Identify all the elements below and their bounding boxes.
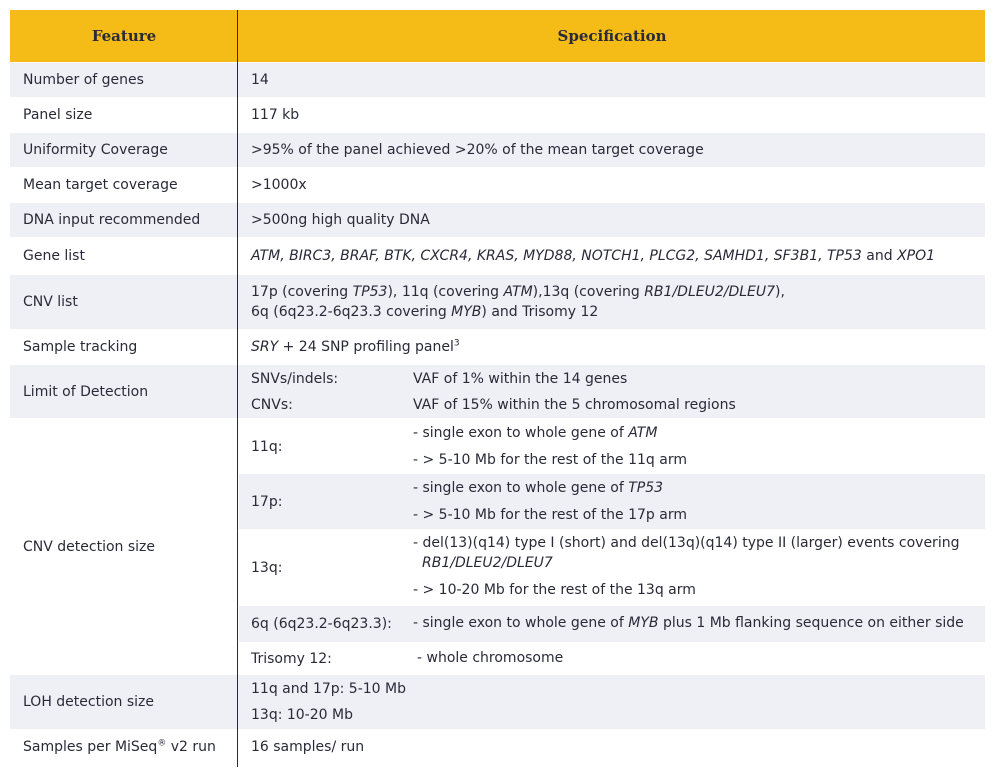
table-row-mean-target-coverage <box>10 168 985 203</box>
feature-label: Gene list <box>23 248 85 264</box>
spec-value: 117 kb <box>251 107 300 123</box>
feature-label: Mean target coverage <box>23 177 178 193</box>
cnv-detection-13q: 13q: - del(13)(q14) type I (short) and del(13q)(q14) type II (larger) events covering RB1/DLEU2/DLEU7 - > 10-20 Mb for the rest of the 13q arm <box>239 529 985 606</box>
feature-label: Uniformity Coverage <box>23 142 168 158</box>
feature-column-header: Feature <box>91 27 157 45</box>
spec-value: >95% of the panel achieved >20% of the mean target coverage <box>251 142 704 158</box>
spec-value: >1000x <box>251 177 307 193</box>
table-row-dna-input <box>10 203 985 238</box>
feature-label: Sample tracking <box>23 339 138 355</box>
feature-label: LOH detection size <box>23 694 155 710</box>
table-row-loh-detection-size <box>10 675 985 730</box>
spec-value: >500ng high quality DNA <box>251 212 430 228</box>
spec-value <box>251 238 977 274</box>
table-row-samples-per-run <box>10 730 985 765</box>
feature-label: Samples per MiSeq® v2 run <box>23 738 216 755</box>
specification-column-header: Specification <box>557 27 667 45</box>
table-row-cnv-detection-size <box>10 419 985 675</box>
spec-value: 14 <box>251 72 269 88</box>
lod-cnv-label: CNVs: <box>251 397 293 413</box>
cnv-detection-6q: 6q (6q23.2-6q23.3): - single exon to whole gene of MYB plus 1 Mb flanking sequence on either side <box>239 606 985 642</box>
cnv-detection-trisomy-12: Trisomy 12: - whole chromosome <box>239 642 985 675</box>
lod-snv-value: VAF of 1% within the 14 genes <box>413 371 628 387</box>
table-row-gene-list <box>10 238 985 275</box>
feature-label: Limit of Detection <box>23 383 149 400</box>
cnv-detection-11q: 11q: - single exon to whole gene of ATM - > 5-10 Mb for the rest of the 11q arm <box>239 419 985 474</box>
table-row-limit-of-detection <box>10 365 985 419</box>
table-row-sample-tracking <box>10 330 985 365</box>
cnv-list-line-1: 17p (covering TP53), 11q (covering ATM),13q (covering RB1/DLEU2/DLEU7), <box>251 284 785 300</box>
lod-snv-label: SNVs/indels: <box>251 371 339 387</box>
loh-line-2: 13q: 10-20 Mb <box>251 707 353 723</box>
table-row-uniformity-coverage <box>10 133 985 168</box>
feature-label: Number of genes <box>23 72 144 88</box>
specification-table <box>10 10 985 765</box>
table-row-panel-size <box>10 98 985 133</box>
loh-line-1: 11q and 17p: 5-10 Mb <box>251 681 406 697</box>
spec-value: 16 samples/ run <box>251 739 365 755</box>
gene-names: ATM, BIRC3, BRAF, BTK, CXCR4, KRAS, MYD88, NOTCH1, PLCG2, SAMHD1, SF3B1, TP53 <box>251 248 862 264</box>
table-header <box>10 10 985 63</box>
feature-label: CNV list <box>23 294 78 310</box>
table-row-number-of-genes <box>10 63 985 98</box>
region-label: 6q (6q23.2-6q23.3): <box>251 616 392 632</box>
region-label: Trisomy 12: <box>251 650 332 667</box>
feature-label: Panel size <box>23 107 93 123</box>
feature-label: CNV detection size <box>23 538 155 555</box>
feature-label: DNA input recommended <box>23 212 201 228</box>
cnv-list-line-2: 6q (6q23.2-6q23.3 covering MYB) and Trisomy 12 <box>251 304 599 320</box>
gene-name-last: XPO1 <box>897 248 936 264</box>
spec-value <box>251 275 977 329</box>
column-divider <box>237 10 238 767</box>
gene-list-conjunction: and <box>861 248 898 264</box>
region-label: 13q: <box>251 559 283 576</box>
spec-value: SRY + 24 SNP profiling panel$^3$ <box>251 338 460 355</box>
cnv-detection-17p: 17p: - single exon to whole gene of TP53 - > 5-10 Mb for the rest of the 17p arm <box>239 474 985 529</box>
lod-cnv-value: VAF of 15% within the 5 chromosomal regions <box>413 397 736 413</box>
region-label: 11q: <box>251 438 283 455</box>
region-label: 17p: <box>251 493 283 510</box>
table-row-cnv-list <box>10 275 985 330</box>
